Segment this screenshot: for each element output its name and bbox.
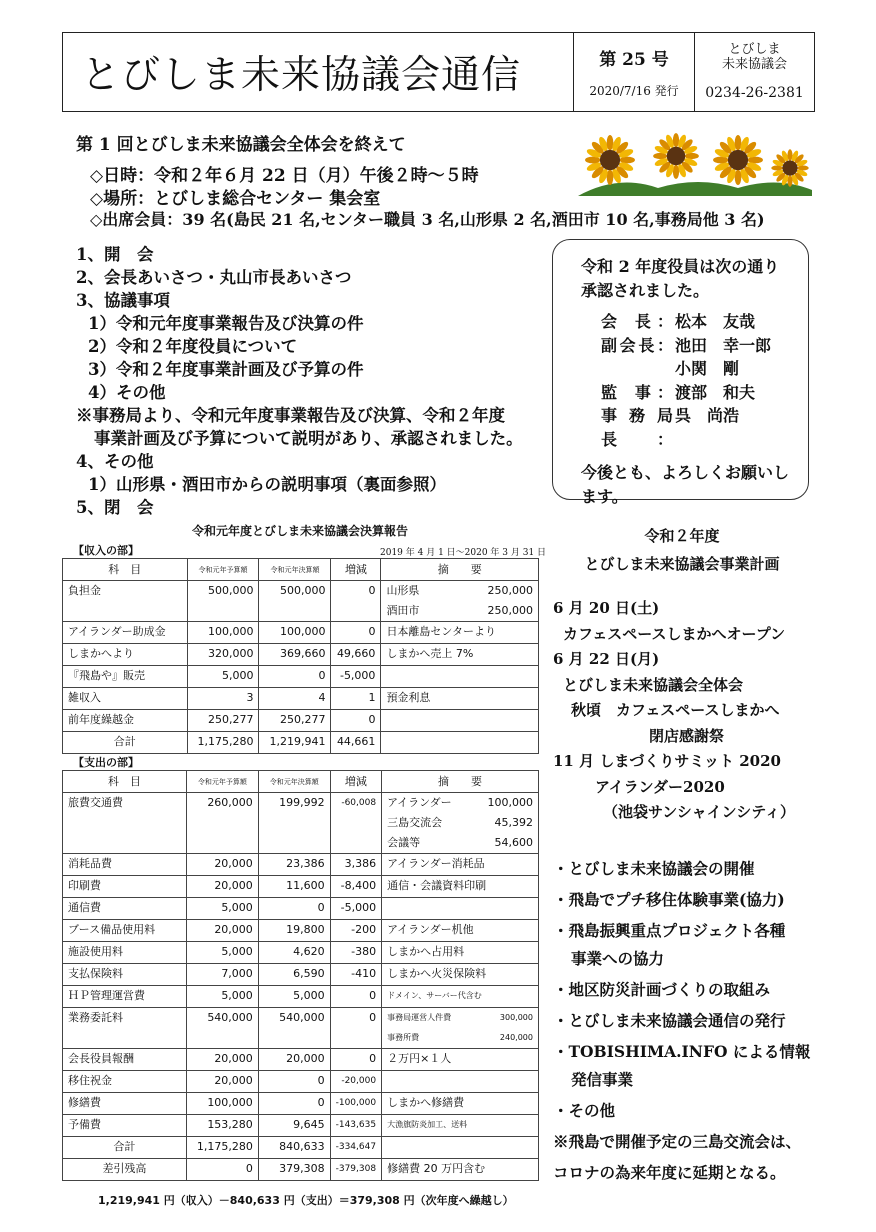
newsletter-title: とびしま未来協議会通信 (63, 33, 574, 111)
total-budget: 1,175,280 (187, 732, 259, 754)
table-row (63, 1008, 539, 1049)
table-row (63, 710, 539, 732)
activity-item: ・とびしま未来協議会通信の発行 (553, 1011, 786, 1030)
memo-line (387, 833, 533, 853)
plan-line: とびしま未来協議会全体会 (563, 675, 744, 694)
memo-line (387, 813, 533, 833)
expense-table (62, 770, 539, 1181)
total-actual: 840,633 (258, 1137, 330, 1159)
header-item: 科 目 (63, 559, 188, 581)
row-budget: 20,000 (186, 876, 258, 898)
meeting-title: 第 1 回とびしま未来協議会全体会を終えて (76, 135, 406, 155)
row-memo (382, 920, 539, 942)
memo-text: 山形県 (386, 584, 420, 597)
row-diff: 0 (331, 622, 381, 644)
row-memo (381, 666, 539, 688)
table-row (63, 581, 539, 622)
memo-text: アイランダー (387, 796, 452, 809)
header-diff: 増減 (331, 559, 381, 581)
header-budget: 令和元年予算額 (186, 771, 258, 793)
memo-text: しまかへ占用料 (387, 945, 465, 958)
memo-amount: 45,392 (494, 816, 533, 829)
agenda-item: 2、会長あいさつ・丸山市長あいさつ (76, 268, 352, 287)
balance-diff: -379,308 (330, 1159, 381, 1181)
memo-line (387, 1008, 533, 1028)
row-item: 『飛島や』販売 (63, 666, 188, 688)
row-diff: 0 (330, 1049, 381, 1071)
row-item: 雑収入 (63, 688, 188, 710)
row-budget: 5,000 (186, 986, 258, 1008)
masthead (62, 32, 815, 112)
table-row (63, 622, 539, 644)
publisher-name (722, 43, 787, 73)
officers-box (552, 239, 809, 506)
memo-line (387, 876, 533, 896)
row-diff: -5,000 (330, 898, 381, 920)
total-label: 合計 (63, 1137, 187, 1159)
memo-text: 通信・会議資料印刷 (387, 879, 487, 892)
officer-row (601, 310, 790, 334)
row-diff: -60,008 (330, 793, 381, 854)
header-diff: 増減 (330, 771, 381, 793)
officer-name: 渡部 和夫 (675, 382, 756, 402)
row-memo (382, 793, 539, 854)
memo-line (387, 1028, 533, 1048)
officer-role: 監 事： (601, 382, 673, 402)
row-item: 予備費 (63, 1115, 187, 1137)
total-diff: -334,647 (330, 1137, 381, 1159)
row-diff: -143,635 (330, 1115, 381, 1137)
memo-line (387, 1049, 533, 1069)
row-item: 修繕費 (63, 1093, 187, 1115)
officer-row (601, 334, 790, 358)
table-row (63, 986, 539, 1008)
memo-line (387, 1093, 533, 1113)
table-row (63, 942, 539, 964)
memo-amount: 250,000 (487, 604, 533, 617)
header-actual: 令和元年決算額 (259, 559, 331, 581)
memo-text: アイランダー机他 (387, 923, 474, 936)
row-budget: 7,000 (186, 964, 258, 986)
agenda-item: 1）山形県・酒田市からの説明事項（裏面参照） (88, 475, 446, 494)
activity-item: ・TOBISHIMA.INFO による情報 (553, 1042, 811, 1061)
row-actual: 0 (258, 898, 330, 920)
table-row (63, 688, 539, 710)
table-row (63, 644, 539, 666)
activity-item: ※飛島で開催予定の三島交流会は、 (553, 1132, 802, 1151)
row-item: 会長役員報酬 (63, 1049, 187, 1071)
memo-amount: 240,000 (499, 1033, 533, 1042)
publisher-phone: 0234-26-2381 (705, 84, 804, 101)
header-budget: 令和元年予算額 (187, 559, 259, 581)
row-budget: 20,000 (186, 920, 258, 942)
activity-item-cont: 発信事業 (571, 1070, 634, 1089)
row-budget: 250,277 (187, 710, 259, 732)
memo-text: アイランダー消耗品 (387, 857, 485, 870)
row-actual: 0 (258, 1071, 330, 1093)
balance-memo: 修繕費 20 万円含む (382, 1159, 539, 1181)
memo-amount: 300,000 (499, 1013, 533, 1022)
total-label: 合計 (63, 732, 188, 754)
header-actual: 令和元年決算額 (258, 771, 330, 793)
memo-line (386, 581, 533, 601)
meeting-attendees: ◇出席会員：39 名(島民 21 名,センター職員 3 名,山形県 2 名,酒田市 10 名,事務局他 3 名) (90, 210, 765, 229)
total-actual: 1,219,941 (259, 732, 331, 754)
issue-number: 第 25 号 (599, 50, 669, 70)
row-memo (382, 986, 539, 1008)
officer-name: 小関 剛 (675, 359, 740, 378)
row-budget: 20,000 (186, 1049, 258, 1071)
memo-text: 大漁旗防炎加工、送料 (387, 1120, 468, 1129)
plan-line: カフェスペースしまかへオープン (563, 624, 786, 643)
table-row (63, 876, 539, 898)
memo-text: ２万円×１人 (387, 1052, 452, 1065)
row-diff: -200 (330, 920, 381, 942)
row-budget: 5,000 (186, 942, 258, 964)
memo-text: 酒田市 (386, 604, 420, 617)
balance-row (63, 1159, 539, 1181)
row-item: アイランダー助成金 (63, 622, 188, 644)
row-memo (382, 1115, 539, 1137)
agenda-list (76, 243, 546, 519)
agenda-item: ※事務局より、令和元年度事業報告及び決算、令和２年度 (76, 406, 505, 425)
row-actual: 250,277 (259, 710, 331, 732)
activity-item: ・地区防災計画づくりの取組み (553, 980, 771, 999)
memo-text: しまかへ修繕費 (387, 1096, 465, 1109)
memo-text: しまかへ火災保険料 (387, 967, 487, 980)
officer-row (601, 381, 790, 405)
row-budget: 540,000 (186, 1008, 258, 1049)
plan-line: （池袋サンシャインシティ） (603, 803, 796, 821)
table-row (63, 964, 539, 986)
row-actual: 20,000 (258, 1049, 330, 1071)
activity-item: ・とびしま未来協議会の開催 (553, 859, 755, 878)
total-budget: 1,175,280 (186, 1137, 258, 1159)
row-actual: 500,000 (259, 581, 331, 622)
agenda-item: 4）その他 (88, 383, 166, 402)
table-row (63, 793, 539, 854)
officer-role: 副会長： (601, 335, 673, 355)
row-budget: 5,000 (186, 898, 258, 920)
balance-summary: 1,219,941 円（収入）－840,633 円（支出）＝379,308 円（次年度へ繰越し） (98, 1194, 514, 1207)
officer-role: 会 長： (601, 312, 673, 331)
income-label: 【収入の部】 (73, 544, 139, 557)
agenda-item: 3、協議事項 (76, 291, 170, 310)
row-budget: 320,000 (187, 644, 259, 666)
memo-text: 三島交流会 (387, 816, 443, 829)
row-item: 印刷費 (63, 876, 187, 898)
table-row (63, 920, 539, 942)
publisher-name-line2: 未来協議会 (721, 56, 787, 72)
row-diff: 0 (331, 581, 381, 622)
table-row (63, 666, 539, 688)
row-budget: 100,000 (187, 622, 259, 644)
row-item: 旅費交通費 (63, 793, 187, 854)
balance-actual: 379,308 (258, 1159, 330, 1181)
agenda-item: 3）令和２年度事業計画及び予算の件 (88, 360, 364, 379)
row-memo (382, 1049, 539, 1071)
memo-line (387, 793, 533, 813)
total-memo (382, 1137, 539, 1159)
plan-schedule (553, 596, 853, 826)
row-diff: 0 (330, 1008, 381, 1049)
row-item: ブース備品使用料 (63, 920, 187, 942)
total-diff: 44,661 (331, 732, 381, 754)
plan-title-line1: 令和２年度 (644, 527, 720, 545)
agenda-item: 4、その他 (76, 452, 154, 471)
row-budget: 5,000 (187, 666, 259, 688)
meeting-date: ◇日時：令和２年６月 22 日（月）午後２時～５時 (90, 166, 479, 186)
plan-line: 11 月 しまづくりサミット 2020 (553, 752, 781, 770)
row-actual: 540,000 (258, 1008, 330, 1049)
meeting-place: ◇場所：とびしま総合センター 集会室 (90, 189, 381, 209)
activities-list (553, 853, 853, 1188)
row-actual: 369,660 (259, 644, 331, 666)
memo-text: 事務所費 (387, 1033, 420, 1042)
memo-line (386, 622, 533, 642)
row-item: 通信費 (63, 898, 187, 920)
row-memo (382, 876, 539, 898)
row-diff: -20,000 (330, 1071, 381, 1093)
total-row (63, 732, 539, 754)
row-diff: -8,400 (330, 876, 381, 898)
officer-name: 呉 尚浩 (675, 406, 740, 425)
officers-intro: 令和 2 年度役員は次の通り承認されました。 (581, 257, 780, 300)
memo-text: 事務局運営人件費 (387, 1013, 452, 1022)
row-actual: 0 (259, 666, 331, 688)
plan-line: アイランダー2020 (595, 777, 725, 796)
row-actual: 6,590 (258, 964, 330, 986)
memo-text: しまかへ売上 7% (386, 647, 474, 660)
plan-line: 閉店感謝祭 (649, 726, 725, 745)
officers-list (601, 310, 790, 451)
officer-name: 池田 幸一郎 (675, 335, 772, 355)
row-budget: 260,000 (186, 793, 258, 854)
memo-text: 預金利息 (386, 691, 431, 704)
row-diff: 1 (331, 688, 381, 710)
table-header-row (63, 559, 539, 581)
fiscal-period: 2019 年 4 月 1 日～2020 年 3 月 31 日 (380, 548, 547, 558)
row-budget: 153,280 (186, 1115, 258, 1137)
agenda-item: 1、開 会 (76, 245, 154, 264)
activity-item: ・その他 (553, 1101, 616, 1120)
row-budget: 100,000 (186, 1093, 258, 1115)
row-actual: 19,800 (258, 920, 330, 942)
row-memo (382, 854, 539, 876)
total-row (63, 1137, 539, 1159)
officer-role: 事務局長： (601, 406, 673, 449)
memo-line (387, 986, 533, 1006)
memo-line (386, 644, 533, 664)
memo-text: 日本離島センターより (386, 625, 496, 638)
balance-budget: 0 (186, 1159, 258, 1181)
row-memo (381, 622, 539, 644)
row-budget: 20,000 (186, 1071, 258, 1093)
row-memo (382, 1008, 539, 1049)
sunflower-icon (578, 130, 812, 196)
table-row (63, 854, 539, 876)
row-diff: 0 (331, 710, 381, 732)
table-row (63, 898, 539, 920)
plan-title-line2: とびしま未来協議会事業計画 (584, 555, 780, 573)
row-budget: 3 (187, 688, 259, 710)
issue-box (574, 33, 695, 111)
row-memo (381, 581, 539, 622)
row-actual: 100,000 (259, 622, 331, 644)
memo-amount: 250,000 (487, 584, 533, 597)
table-row (63, 1115, 539, 1137)
row-item: 施設使用料 (63, 942, 187, 964)
row-diff: -5,000 (331, 666, 381, 688)
row-memo (382, 1093, 539, 1115)
activity-item: ・飛島でプチ移住体験事業(協力) (553, 890, 785, 909)
row-diff: -410 (330, 964, 381, 986)
agenda-item: 2）令和２年度役員について (88, 337, 298, 356)
memo-amount: 100,000 (487, 796, 533, 809)
activity-item-cont: 事業への協力 (571, 949, 665, 968)
table-row (63, 1049, 539, 1071)
row-item: 前年度繰越金 (63, 710, 188, 732)
row-memo (382, 964, 539, 986)
memo-line (387, 942, 533, 962)
row-diff: -380 (330, 942, 381, 964)
header-memo: 摘 要 (381, 559, 539, 581)
memo-line (386, 688, 533, 708)
finance-title: 令和元年度とびしま未来協議会決算報告 (191, 524, 408, 538)
header-item: 科 目 (63, 771, 187, 793)
row-item: 移住祝金 (63, 1071, 187, 1093)
memo-line (387, 1115, 533, 1135)
row-actual: 199,992 (258, 793, 330, 854)
row-actual: 4,620 (258, 942, 330, 964)
officer-name: 松本 友哉 (675, 312, 756, 331)
row-actual: 4 (259, 688, 331, 710)
memo-line (387, 854, 533, 874)
table-row (63, 1093, 539, 1115)
agenda-item: 5、閉 会 (76, 498, 154, 517)
officer-row (601, 404, 790, 451)
memo-text: 会議等 (387, 836, 421, 849)
issue-date: 2020/7/16 発行 (589, 84, 679, 98)
plan-line: 6 月 22 日(月) (553, 650, 660, 668)
expense-label: 【支出の部】 (73, 756, 139, 769)
officer-role (601, 357, 673, 381)
agenda-item: 事業計画及び予算について説明があり、承認されました。 (94, 429, 523, 448)
row-actual: 11,600 (258, 876, 330, 898)
plan-line: 秋頃 カフェスペースしまかへ (571, 701, 780, 719)
total-memo (381, 732, 539, 754)
row-budget: 500,000 (187, 581, 259, 622)
row-diff: 3,386 (330, 854, 381, 876)
row-diff: 49,660 (331, 644, 381, 666)
table-row (63, 1071, 539, 1093)
memo-text: ドメイン、サーバー代含む (387, 991, 482, 1000)
memo-line (386, 601, 533, 621)
officers-closing: 今後とも、よろしくお願いします。 (581, 463, 790, 506)
row-item: ＨＰ管理運営費 (63, 986, 187, 1008)
row-budget: 20,000 (186, 854, 258, 876)
publisher-name-line1: とびしま (728, 42, 781, 57)
row-diff: -100,000 (330, 1093, 381, 1115)
activity-item: ・飛島振興重点プロジェクト各種 (553, 921, 786, 940)
row-actual: 0 (258, 1093, 330, 1115)
row-actual: 5,000 (258, 986, 330, 1008)
row-item: 支払保険料 (63, 964, 187, 986)
row-actual: 9,645 (258, 1115, 330, 1137)
memo-amount: 54,600 (494, 836, 533, 849)
row-memo (381, 644, 539, 666)
memo-line (387, 920, 533, 940)
row-item: 業務委託料 (63, 1008, 187, 1049)
row-item: 消耗品費 (63, 854, 187, 876)
activity-item: コロナの為来年度に延期となる。 (553, 1163, 786, 1182)
row-actual: 23,386 (258, 854, 330, 876)
memo-line (387, 964, 533, 984)
row-memo (382, 942, 539, 964)
row-diff: 0 (330, 986, 381, 1008)
plan-line: 6 月 20 日(土) (553, 599, 660, 617)
plan-title (552, 522, 812, 578)
table-header-row (63, 771, 539, 793)
income-table (62, 558, 539, 754)
row-item: 負担金 (63, 581, 188, 622)
balance-label: 差引残高 (63, 1159, 187, 1181)
header-memo: 摘 要 (382, 771, 539, 793)
publisher-box (695, 33, 814, 111)
agenda-item: 1）令和元年度事業報告及び決算の件 (88, 314, 364, 333)
row-memo (381, 688, 539, 710)
officer-row (601, 357, 790, 381)
row-memo (382, 1071, 539, 1093)
row-memo (381, 710, 539, 732)
row-item: しまかへより (63, 644, 188, 666)
row-memo (382, 898, 539, 920)
